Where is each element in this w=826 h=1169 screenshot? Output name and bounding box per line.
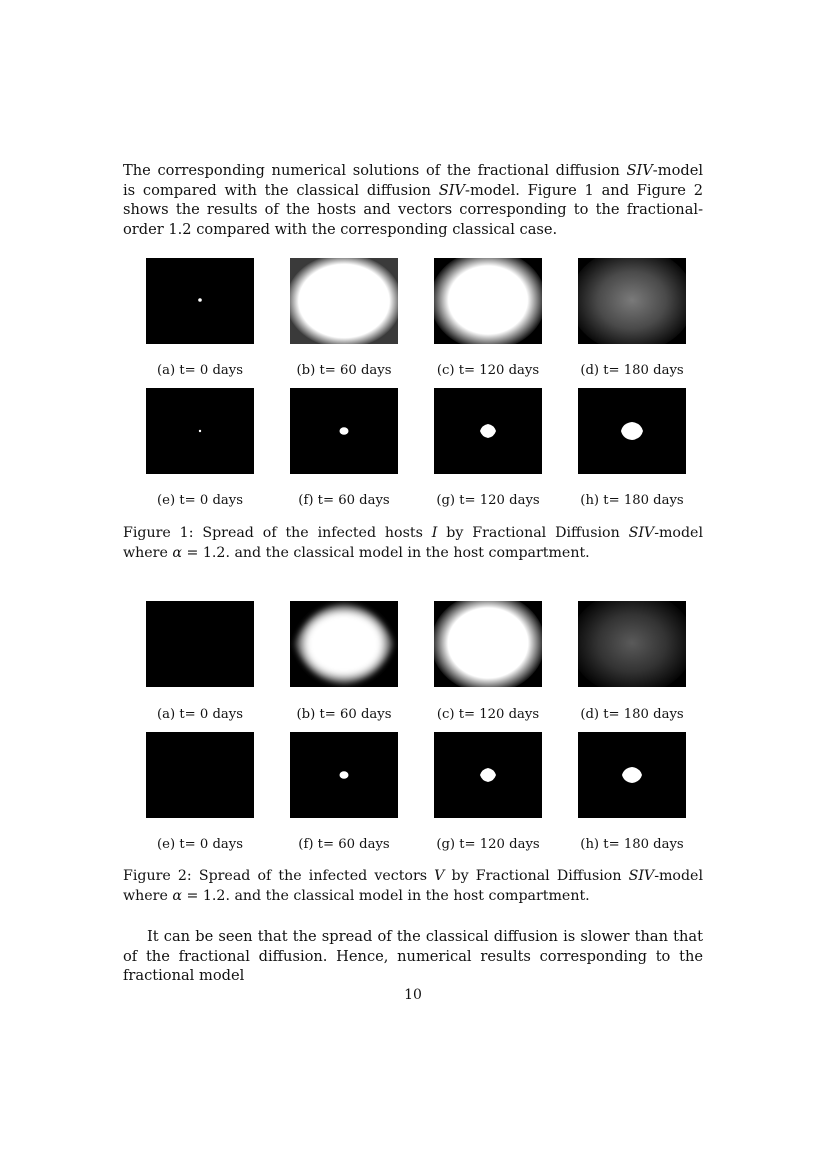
figure-2-caption: Figure 2: Spread of the infected vectors V by Fractional Diffusion SIV-model where α = 1.2. and the classical model in the host compartment. (123, 868, 703, 904)
fig2-panel-d (578, 601, 686, 687)
fig1-subcaption-a: (a) t= 0 days (157, 363, 243, 378)
fig1-panel-h (578, 388, 686, 474)
fig2-subcaption-f: (f) t= 60 days (298, 837, 390, 852)
intro-paragraph: The corresponding numerical solutions of the fractional diffusion SIV-model is compared with the classical diffusion SIV-model. Figure 1 and Figure 2 shows the results of the hosts and vectors corresponding to the fractional-order 1.2 compared with the corresponding classical case. (123, 162, 703, 238)
page-number: 10 (404, 987, 422, 1003)
math-siv: SIV (626, 162, 653, 179)
fig2-panel-g (434, 732, 542, 818)
fig1-panel-d (578, 258, 686, 344)
fig2-panel-h (578, 732, 686, 818)
math-alpha: α (172, 887, 182, 904)
fig2-subcaption-g: (g) t= 120 days (436, 837, 540, 852)
math-V: V (434, 868, 445, 884)
fig2-subcaption-e: (e) t= 0 days (157, 837, 243, 852)
closing-paragraph: It can be seen that the spread of the classical diffusion is slower than that of the fractional diffusion. Hence, numerical results corresponding to the fractional model (123, 928, 703, 984)
math-siv: SIV (628, 525, 655, 541)
fig1-subcaption-g: (g) t= 120 days (436, 493, 540, 508)
fig2-panel-c (434, 601, 542, 687)
fig1-panel-e (146, 388, 254, 474)
fig2-panel-e (146, 732, 254, 818)
fig1-panel-a (146, 258, 254, 344)
fig1-subcaption-c: (c) t= 120 days (436, 363, 540, 378)
fig2-subcaption-b: (b) t= 60 days (296, 707, 392, 722)
fig1-subcaption-d: (d) t= 180 days (580, 363, 684, 378)
fig1-subcaption-b: (b) t= 60 days (296, 363, 392, 378)
figure-1-caption: Figure 1: Spread of the infected hosts I by Fractional Diffusion SIV-model where α = 1.2. and the classical model in the host compartment. (123, 525, 703, 561)
fig1-subcaption-e: (e) t= 0 days (157, 493, 243, 508)
fig1-subcaption-h: (h) t= 180 days (580, 493, 684, 508)
fig2-panel-f (290, 732, 398, 818)
fig1-panel-c (434, 258, 542, 344)
fig2-subcaption-h: (h) t= 180 days (580, 837, 684, 852)
math-alpha: α (172, 544, 182, 561)
math-siv: SIV (438, 181, 466, 199)
fig1-subcaption-f: (f) t= 60 days (298, 493, 390, 508)
fig1-panel-f (290, 388, 398, 474)
fig1-panel-g (434, 388, 542, 474)
fig2-subcaption-a: (a) t= 0 days (157, 707, 243, 722)
fig2-subcaption-c: (c) t= 120 days (436, 707, 540, 722)
fig2-subcaption-d: (d) t= 180 days (580, 707, 684, 722)
math-I: I (431, 525, 438, 541)
fig1-panel-b (290, 258, 398, 344)
fig2-panel-a (146, 601, 254, 687)
fig2-panel-b (290, 601, 398, 687)
math-siv: SIV (628, 868, 655, 884)
